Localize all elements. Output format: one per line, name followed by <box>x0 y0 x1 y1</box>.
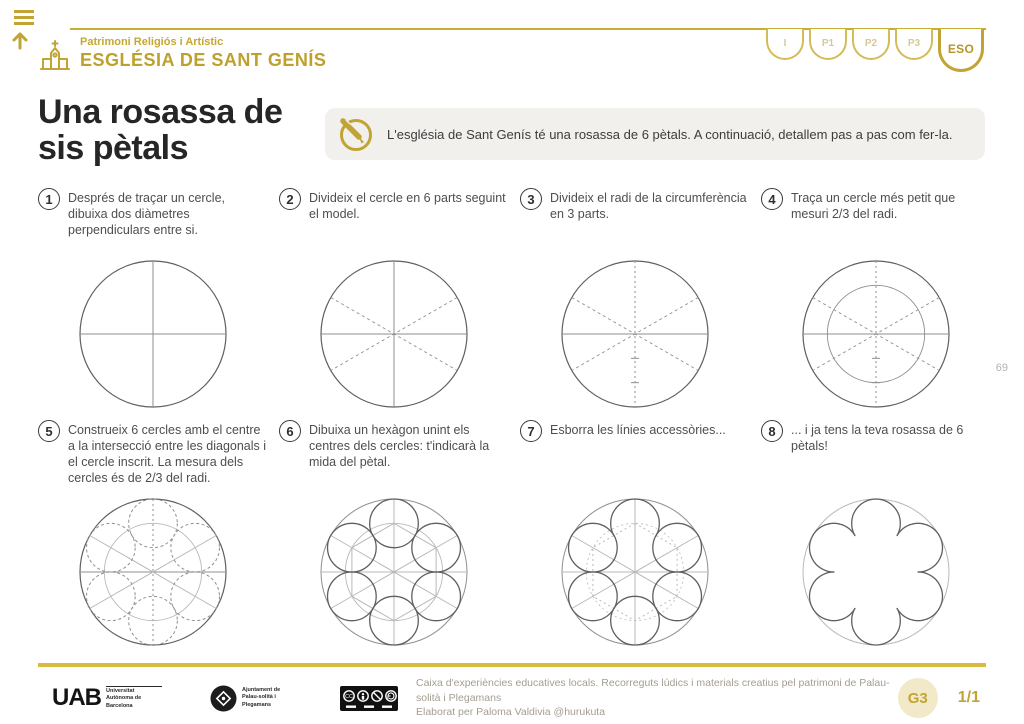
step-5 <box>38 422 267 654</box>
figure-circle-cross <box>68 256 238 416</box>
church-icon <box>40 39 70 71</box>
footer <box>38 676 986 720</box>
tab-eso[interactable]: ESO <box>938 29 984 72</box>
step-text: Traça un cercle més petit que mesuri 2/3 del radi. <box>791 191 956 221</box>
figure-inner-circle <box>791 256 961 416</box>
tab-p1[interactable]: P1 <box>809 29 847 60</box>
brand-title: ESGLÉSIA DE SANT GENÍS <box>80 50 327 70</box>
step-number: 2 <box>279 188 301 210</box>
step-text: Després de traçar un cercle, dibuixa dos diàmetres perpendiculars entre si. <box>68 191 226 237</box>
step-number: 7 <box>520 420 542 442</box>
step-number: 8 <box>761 420 783 442</box>
figure-rosette <box>791 494 961 654</box>
footer-rule <box>38 663 986 667</box>
figure-hexagon <box>309 494 479 654</box>
pencil-circle-icon <box>337 116 373 152</box>
step-1 <box>38 190 267 416</box>
steps-row-1 <box>38 190 990 416</box>
credit-line1: Caixa d'experiències educatives locals. Recorreguts lúdics i materials creatius pel patrimoni de Palau-solità i Plegamans <box>416 677 890 704</box>
step-text: Divideix el radi de la circumferència en 3 parts. <box>550 191 747 221</box>
cc-glyph: CC <box>345 693 353 700</box>
step-number: 1 <box>38 188 60 210</box>
group-badge: G3 <box>898 678 938 718</box>
step-3 <box>520 190 749 416</box>
step-text: Esborra les línies accessòries... <box>550 423 726 437</box>
ajuntament-logo <box>210 685 294 712</box>
step-4 <box>761 190 990 416</box>
ajuntament-logo-subtext: Ajuntament de Palau-solità i Plegamans <box>242 687 281 708</box>
step-7 <box>520 422 749 654</box>
intro-box <box>325 108 985 160</box>
page-title-line2: sis pètals <box>38 129 188 168</box>
step-number: 4 <box>761 188 783 210</box>
tab-i[interactable]: I <box>766 29 804 60</box>
step-6 <box>279 422 508 654</box>
uab-logo-subtext: Universitat Autònoma de Barcelona <box>106 686 162 709</box>
intro-text: L'església de Sant Genís té una rosassa de 6 pètals. A continuació, detallem pas a pas com fer-la. <box>387 126 953 142</box>
page-title <box>38 94 282 166</box>
credit-line2: Elaborat per Paloma Valdivia @hurukuta <box>416 706 606 719</box>
step-text: Construeix 6 cercles amb el centre a la intersecció entre les diagonals i el cercle inscrit. La mesura dels cercles és de 2/3 del radi. <box>68 423 267 485</box>
page-title-line1: Una rosassa de <box>38 93 283 131</box>
ajuntament-seal-icon <box>210 685 237 712</box>
figure-six-circles <box>68 494 238 654</box>
page-indicator: 1/1 <box>957 689 980 707</box>
figure-radius-thirds <box>550 256 720 416</box>
cc-license-badge <box>340 686 398 711</box>
uab-wordmark: UAB <box>52 684 101 712</box>
tab-p3[interactable]: P3 <box>895 29 933 60</box>
side-page-number: 69 <box>995 362 1008 374</box>
step-number: 3 <box>520 188 542 210</box>
step-2 <box>279 190 508 416</box>
step-8 <box>761 422 990 654</box>
level-tabs <box>766 29 984 72</box>
uab-logo <box>52 684 162 712</box>
step-text: Divideix el cercle en 6 parts seguint el model. <box>309 191 506 221</box>
menu-up-icon[interactable] <box>10 8 36 50</box>
tab-p2[interactable]: P2 <box>852 29 890 60</box>
figure-erase-lines <box>550 494 720 654</box>
steps-row-2 <box>38 422 990 654</box>
step-number: 6 <box>279 420 301 442</box>
step-number: 5 <box>38 420 60 442</box>
brand <box>40 36 326 71</box>
step-text: Dibuixa un hexàgon unint els centres dels cercles: t'indicarà la mida del pètal. <box>309 423 490 469</box>
brand-kicker: Patrimoni Religiós i Artístic <box>80 36 224 48</box>
credit-text <box>416 676 898 720</box>
step-text: ... i ja tens la teva rosassa de 6 pètals! <box>791 423 964 453</box>
figure-six-parts <box>309 256 479 416</box>
